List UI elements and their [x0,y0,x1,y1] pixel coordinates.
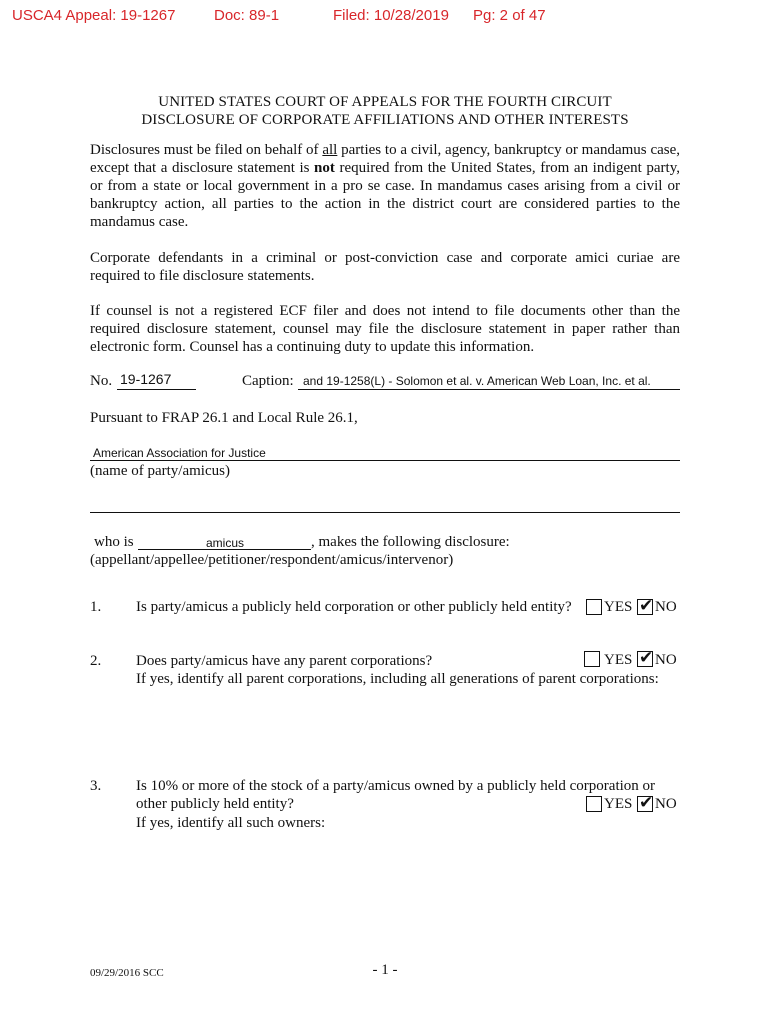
checkmark-icon: ✔ [639,648,654,668]
q3-yes-checkbox[interactable] [586,796,602,812]
form-id: 09/29/2016 SCC [90,967,164,979]
q2-number: 2. [90,653,102,669]
p1-emphasis-not: not [314,160,335,176]
party-name-hint: (name of party/amicus) [90,463,230,479]
who-is-label: who is [94,534,134,550]
q1-no-label: NO [655,599,677,615]
filed-date: Filed: 10/28/2019 [333,7,449,24]
p1-text-b: parties to a civil, agency, bankruptcy or mandamus case, except that a disclosure statement is [90,142,681,176]
p1-text-a: Disclosures must be filed on behalf of [90,142,323,158]
disclosure-paragraph-2: Corporate defendants in a criminal or post-conviction case and corporate amici curiae are required to file disclosure statements. [90,250,680,284]
party-name-value[interactable]: American Association for Justice [93,446,266,460]
who-is-value[interactable]: amicus [206,536,245,550]
document-number: Doc: 89-1 [214,7,280,24]
filing-header [0,7,770,27]
q3-no-label: NO [655,796,677,812]
q3-no-checkbox[interactable] [637,793,654,813]
role-hint: (appellant/appellee/petitioner/respondent/amicus/intervenor) [90,552,454,568]
q3-number: 3. [90,778,102,794]
q1-text: Is party/amicus a publicly held corporation or other publicly held entity? [136,599,572,615]
q1-yes-checkbox[interactable] [586,599,602,615]
case-no-value[interactable]: 19-1267 [120,371,172,387]
q1-no-checkbox[interactable] [637,596,654,616]
case-no-label: No. [90,373,113,389]
caption-value[interactable]: and 19-1258(L) - Solomon et al. v. American Web Loan, Inc. et al. [303,374,651,388]
form-title: DISCLOSURE OF CORPORATE AFFILIATIONS AND OTHER INTERESTS [141,112,629,128]
checkmark-icon: ✔ [639,793,654,813]
q1-number: 1. [90,599,102,615]
pursuant-statement: Pursuant to FRAP 26.1 and Local Rule 26.1, [90,410,358,426]
q2-yes-label: YES [604,652,633,668]
page-count: Pg: 2 of 47 [473,7,546,24]
caption-underline [298,389,680,390]
q2-no-checkbox[interactable] [637,648,654,668]
disclosure-paragraph-3: If counsel is not a registered ECF filer and does not intend to file documents other than the required disclosure statement, counsel may file the disclosure statement in paper rather than electronic form. Counsel has a continuing duty to update this information. [90,303,680,355]
p1-emphasis-all: all [322,142,338,158]
disclosure-paragraph-1 [90,141,680,231]
q3-text-continued: other publicly held entity? [136,796,294,812]
q2-no-label: NO [655,652,677,668]
checkmark-icon: ✔ [639,596,654,616]
q2-text: Does party/amicus have any parent corporations? [136,653,433,669]
case-no-underline [117,389,196,390]
party-name-underline [90,460,680,461]
q3-followup: If yes, identify all such owners: [136,815,326,831]
who-is-suffix: , makes the following disclosure: [311,534,510,550]
q3-yes-label: YES [604,796,633,812]
q1-yes-label: YES [604,599,633,615]
case-number: USCA4 Appeal: 19-1267 [12,7,176,24]
p1-text-c: required from the United States, from an indigent party, or from a state or local government in a pro se case. In mandamus cases arising from a civil or bankruptcy action, all parties to the action in the district court are considered parties to the mandamus case. [90,160,680,230]
q3-text: Is 10% or more of the stock of a party/amicus owned by a publicly held corporation or [136,778,656,794]
q2-yes-checkbox[interactable] [584,651,600,667]
page-number: - 1 - [372,962,398,978]
caption-label: Caption: [242,373,294,389]
court-title: UNITED STATES COURT OF APPEALS FOR THE FOURTH CIRCUIT [158,94,612,110]
who-is-underline [138,549,311,550]
q2-followup: If yes, identify all parent corporations, including all generations of parent corporations: [136,671,659,687]
blank-line [90,512,680,513]
